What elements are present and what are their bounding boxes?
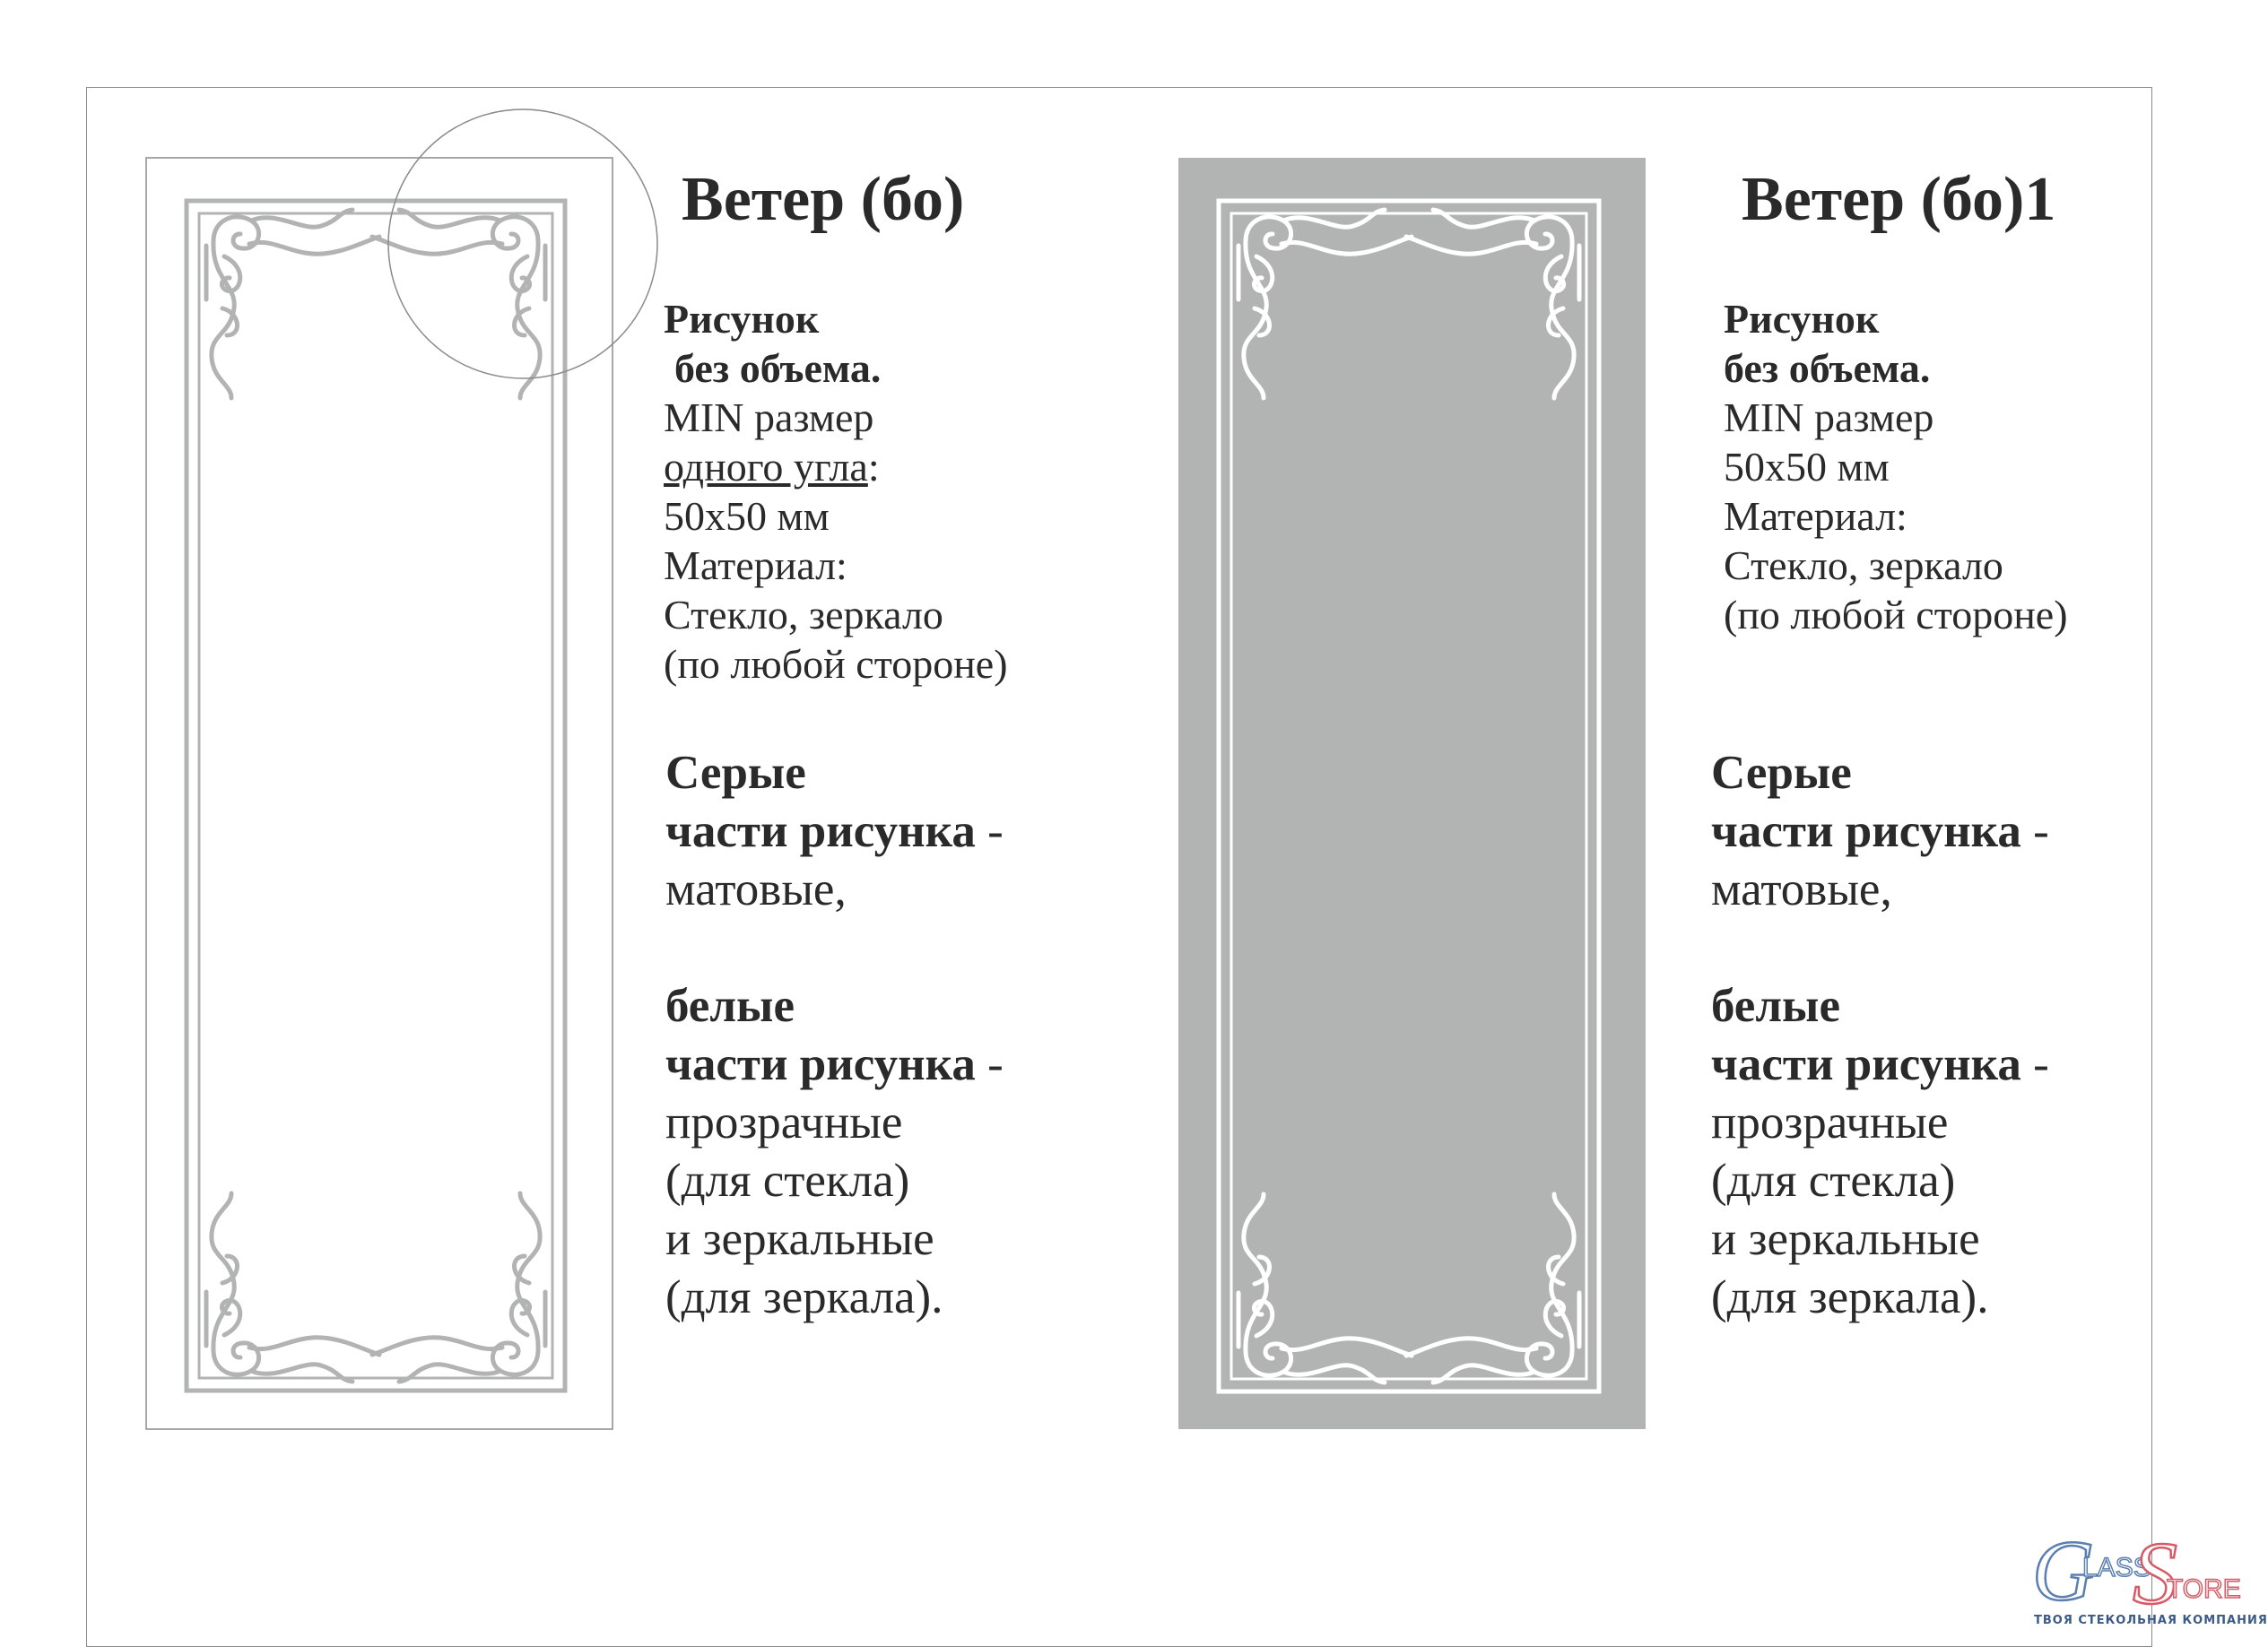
right-legend-gray-parts <box>1711 802 2049 861</box>
right-spec-line1: Рисунок <box>1724 296 1880 342</box>
right-legend-white: белые <box>1711 980 1840 1032</box>
left-legend-and-mirror: и зеркальные <box>665 1213 934 1265</box>
left-legend-parts-label-2: части рисунка <box>665 1038 976 1090</box>
left-legend-transparent: прозрачные <box>665 1097 903 1149</box>
logo-letter-s: S <box>2133 1523 2177 1623</box>
left-corner-ornament-top-right <box>372 210 545 398</box>
left-spec-line7: Стекло, зеркало <box>664 592 943 637</box>
right-spec-line3: MIN размер <box>1724 394 1934 440</box>
left-spec <box>664 294 1008 689</box>
left-spec-line1: Рисунок <box>664 296 820 342</box>
left-spec-line2: без объема. <box>674 345 882 391</box>
left-spec-colon: : <box>867 444 880 490</box>
left-legend-for-mirror: (для зеркала). <box>665 1271 943 1323</box>
left-corner-ornament-top-left <box>206 210 379 398</box>
right-spec-line4: 50x50 мм <box>1724 444 1890 490</box>
left-legend-white-parts <box>665 1036 1004 1094</box>
right-legend-gray: Серые <box>1711 747 1852 799</box>
left-legend-gray-parts <box>665 802 1004 861</box>
right-legend-parts-label: части рисунка <box>1711 805 2021 857</box>
left-legend-matte: матовые, <box>665 863 847 915</box>
right-spec-line2: без объема. <box>1724 345 1931 391</box>
right-legend-dash-2: - <box>2020 1038 2049 1090</box>
left-spec-corner-label: одного угла <box>664 444 868 490</box>
left-design <box>146 109 657 1429</box>
right-legend-matte: матовые, <box>1711 863 1892 915</box>
right-spec-line5: Материал: <box>1724 493 1907 539</box>
right-legend-white-parts <box>1711 1036 2049 1094</box>
right-spec-line7: (по любой стороне) <box>1724 592 2068 637</box>
right-legend <box>1711 744 2049 1327</box>
right-spec <box>1724 294 2068 639</box>
right-legend-for-glass: (для стекла) <box>1711 1155 1956 1207</box>
left-spec-line4 <box>664 442 1008 491</box>
right-legend-parts-label-2: части рисунка <box>1711 1038 2021 1090</box>
right-design <box>1178 158 1646 1429</box>
left-spec-line3: MIN размер <box>664 394 874 440</box>
left-legend-gray: Серые <box>665 747 806 799</box>
left-corner-ornament-bottom-right <box>372 1193 545 1382</box>
left-panel-outline <box>146 158 613 1429</box>
left-legend-dash-2: - <box>975 1038 1004 1090</box>
right-title: Ветер (бо)1 <box>1742 165 2056 234</box>
left-corner-ornament-bottom-left <box>206 1193 379 1382</box>
right-legend-and-mirror: и зеркальные <box>1711 1213 1980 1265</box>
right-legend-transparent: прозрачные <box>1711 1097 1949 1149</box>
left-legend <box>665 744 1004 1327</box>
left-title: Ветер (бо) <box>682 165 965 234</box>
left-legend-parts-label: части рисунка <box>665 805 976 857</box>
logo-tagline: ТВОЯ СТЕКОЛЬНАЯ КОМПАНИЯ <box>2034 1614 2268 1627</box>
logo-tore: TORE <box>2167 1574 2241 1604</box>
right-legend-for-mirror: (для зеркала). <box>1711 1271 1989 1323</box>
left-legend-dash: - <box>975 805 1004 857</box>
left-spec-line8: (по любой стороне) <box>664 641 1008 687</box>
left-legend-white: белые <box>665 980 795 1032</box>
left-outer-frame <box>187 201 565 1391</box>
corner-size-circle <box>388 109 657 378</box>
left-spec-line6: Материал: <box>664 542 847 588</box>
logo-letter-g: G <box>2032 1522 2095 1618</box>
right-legend-dash: - <box>2020 805 2049 857</box>
left-legend-for-glass: (для стекла) <box>665 1155 910 1207</box>
right-spec-line6: Стекло, зеркало <box>1724 542 2003 588</box>
left-inner-frame <box>199 213 552 1378</box>
logo-lass: LASS <box>2082 1553 2151 1582</box>
left-spec-line5: 50x50 мм <box>664 493 830 539</box>
